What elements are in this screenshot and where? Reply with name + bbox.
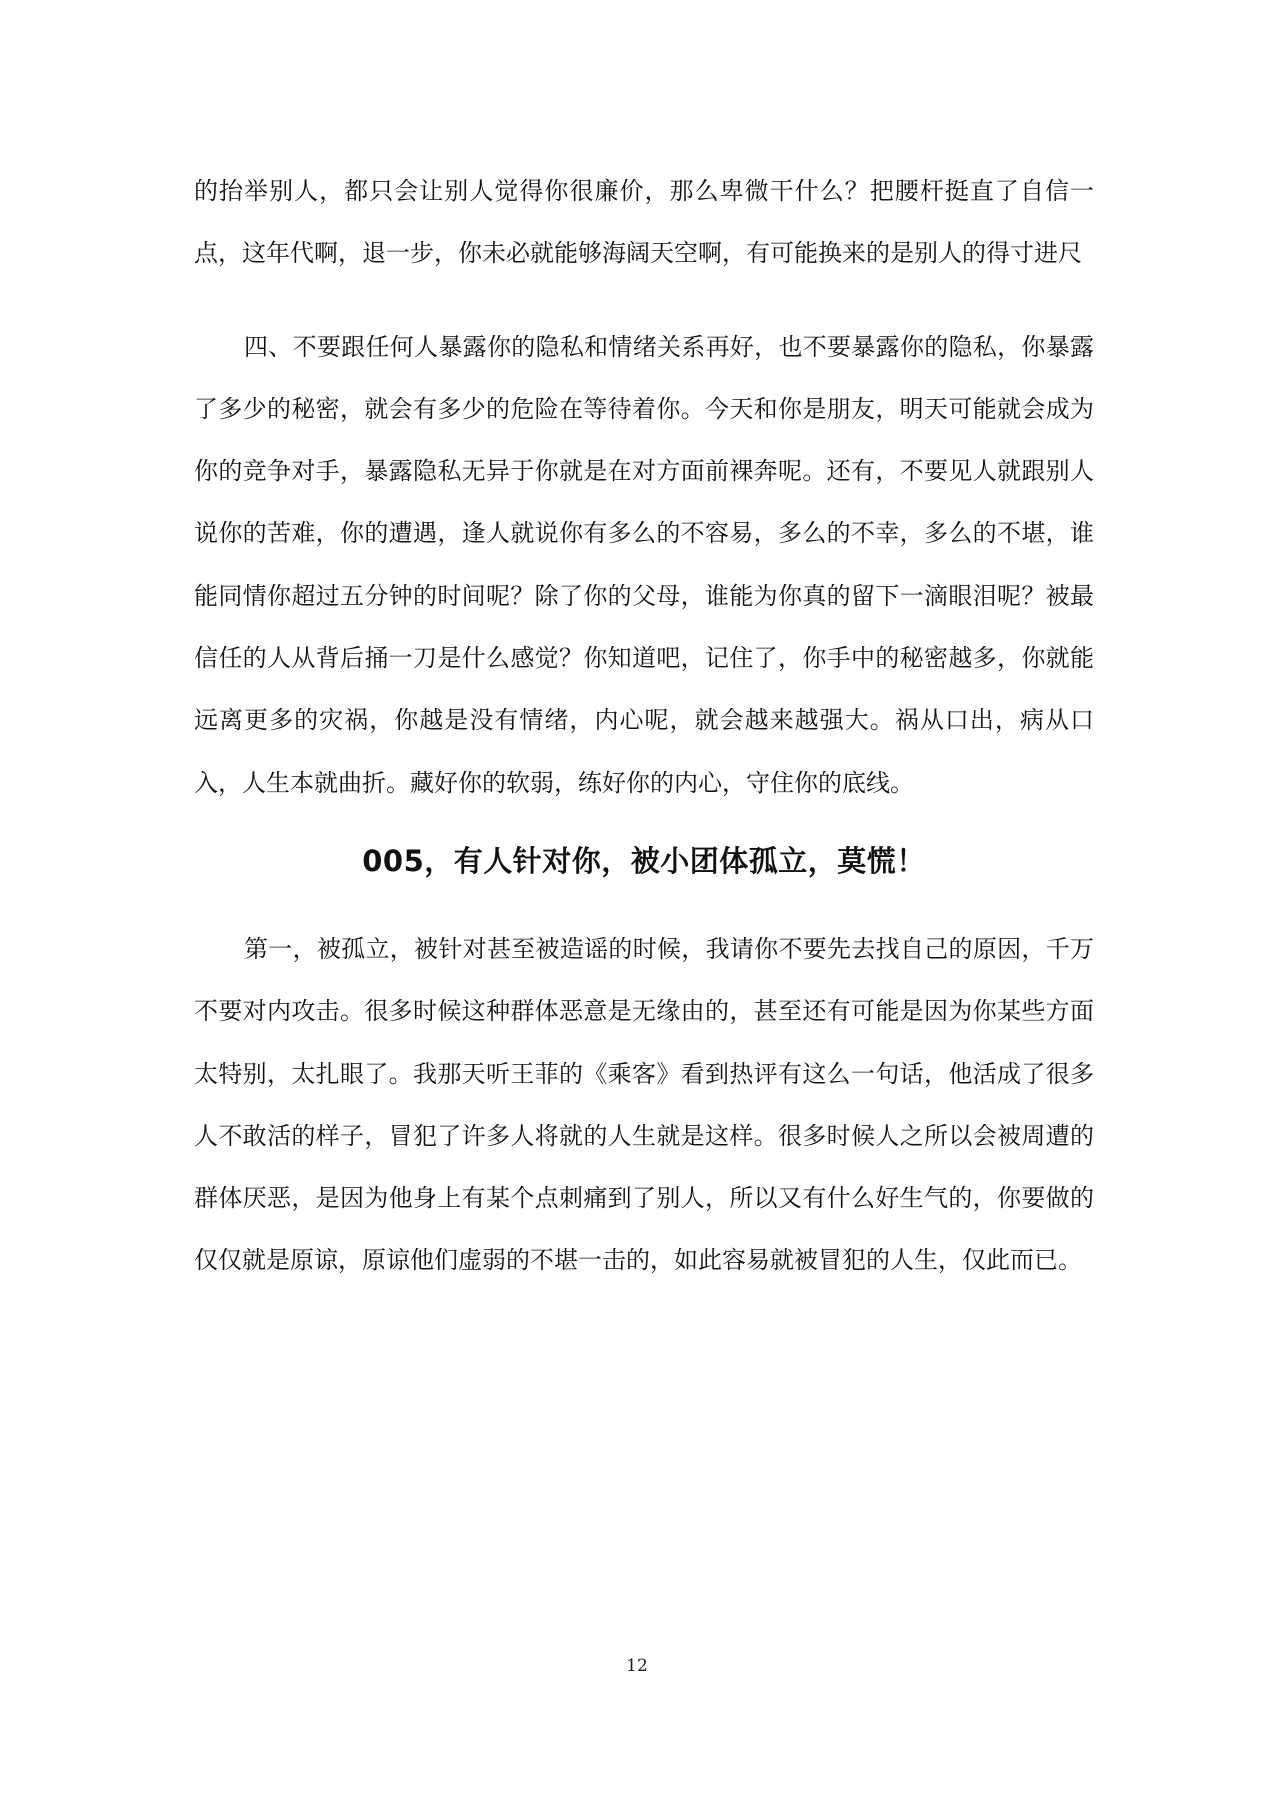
- section-heading: 005，有人针对你，被小团体孤立，莫慌！: [362, 843, 926, 878]
- page-number: 12: [626, 1656, 648, 1676]
- page-body: [194, 160, 1094, 1292]
- paragraph-point-four: 四、不要跟任何人暴露你的隐私和情绪关系再好，也不要暴露你的隐私，你暴露了多少的秘密，就会有多少的危险在等待着你。今天和你是朋友，明天可能就会成为你的竞争对手，暴露隐私无异于你就是在对方面前裸奔呢。还有，不要见人就跟别人说你的苦难，你的遭遇，逢人就说你有多么的不容易，多么的不幸，多么的不堪，谁能同情你超过五分钟的时间呢？除了你的父母，谁能为你真的留下一滴眼泪呢？被最信任的人从背后捅一刀是什么感觉？你知道吧，记住了，你手中的秘密越多，你就能远离更多的灾祸，你越是没有情绪，内心呢，就会越来越强大。祸从口出，病从口入，人生本就曲折。藏好你的软弱，练好你的内心，守住你的底线。: [194, 332, 1094, 797]
- paragraph-continuation: 的抬举别人，都只会让别人觉得你很廉价，那么卑微干什么？把腰杆挺直了自信一点，这年代啊，退一步，你未必就能够海阔天空啊，有可能换来的是别人的得寸进尺: [194, 177, 1094, 268]
- paragraph-point-one: 第一，被孤立，被针对甚至被造谣的时候，我请你不要先去找自己的原因，千万不要对内攻击。很多时候这种群体恶意是无缘由的，甚至还有可能是因为你某些方面太特别，太扎眼了。我那天听王菲的《乘客》看到热评有这么一句话，他活成了很多人不敢活的样子，冒犯了许多人将就的人生就是这样。很多时候人之所以会被周遭的群体厌恶，是因为他身上有某个点刺痛到了别人，所以又有什么好生气的，你要做的仅仅就是原谅，原谅他们虚弱的不堪一击的，如此容易就被冒犯的人生，仅此而已。: [194, 934, 1094, 1275]
